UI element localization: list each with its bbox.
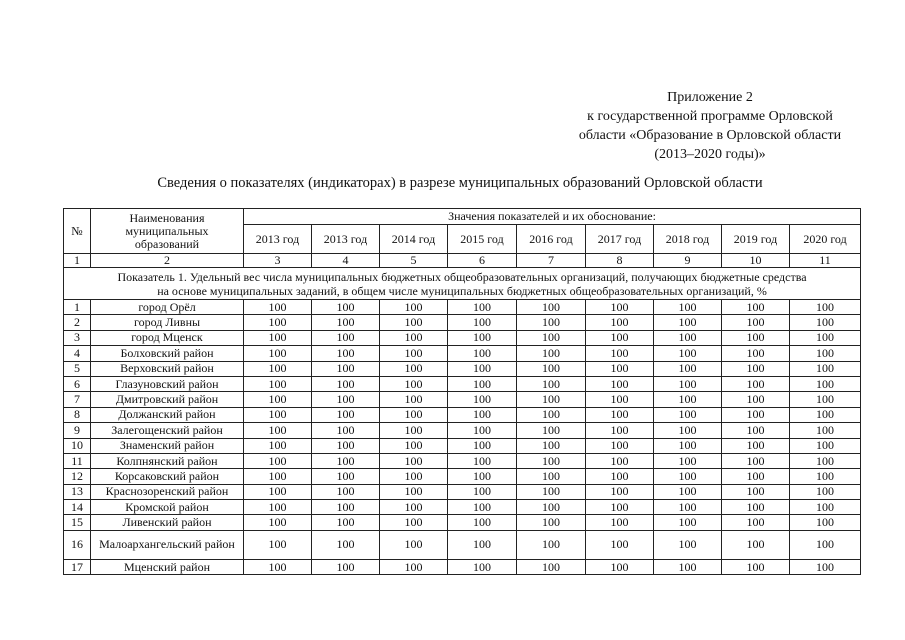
- value-cell: 100: [517, 346, 586, 361]
- header-year: 2015 год: [448, 225, 517, 254]
- value-cell: 100: [790, 438, 861, 453]
- value-cell: 100: [312, 423, 380, 438]
- value-cell: 100: [244, 300, 312, 315]
- value-cell: 100: [448, 438, 517, 453]
- value-cell: 100: [312, 315, 380, 330]
- value-cell: 100: [586, 438, 654, 453]
- municipality-name: Верховский район: [91, 361, 244, 376]
- value-cell: 100: [244, 346, 312, 361]
- row-number: 12: [64, 469, 91, 484]
- value-cell: 100: [722, 392, 790, 407]
- table-row: [64, 438, 861, 453]
- value-cell: 100: [312, 515, 380, 530]
- value-cell: 100: [380, 392, 448, 407]
- value-cell: 100: [244, 453, 312, 468]
- table-row: [64, 407, 861, 422]
- value-cell: 100: [380, 376, 448, 391]
- value-cell: 100: [654, 423, 722, 438]
- value-cell: 100: [722, 515, 790, 530]
- value-cell: 100: [790, 300, 861, 315]
- value-cell: 100: [586, 392, 654, 407]
- value-cell: 100: [244, 438, 312, 453]
- column-numbers-row: [64, 254, 861, 268]
- municipality-name: город Мценск: [91, 330, 244, 345]
- value-cell: 100: [517, 315, 586, 330]
- value-cell: 100: [312, 330, 380, 345]
- value-cell: 100: [517, 423, 586, 438]
- municipality-name: Корсаковский район: [91, 469, 244, 484]
- municipality-name: Ливенский район: [91, 515, 244, 530]
- value-cell: 100: [448, 330, 517, 345]
- column-number: 9: [654, 254, 722, 268]
- municipality-name: Кромской район: [91, 500, 244, 515]
- value-cell: 100: [312, 346, 380, 361]
- table-row: [64, 330, 861, 345]
- value-cell: 100: [586, 346, 654, 361]
- value-cell: 100: [722, 300, 790, 315]
- value-cell: 100: [586, 453, 654, 468]
- value-cell: 100: [790, 453, 861, 468]
- row-number: 8: [64, 407, 91, 422]
- column-number: 11: [790, 254, 861, 268]
- value-cell: 100: [244, 376, 312, 391]
- header-year: 2014 год: [380, 225, 448, 254]
- indicator-line-2: на основе муниципальных заданий, в общем числе муниципальных бюджетных общеобразовательных организаций, %: [157, 283, 767, 298]
- row-number: 1: [64, 300, 91, 315]
- value-cell: 100: [586, 484, 654, 499]
- header-year: 2016 год: [517, 225, 586, 254]
- indicator-title: [64, 268, 861, 300]
- value-cell: 100: [517, 500, 586, 515]
- row-number: 9: [64, 423, 91, 438]
- value-cell: 100: [722, 469, 790, 484]
- value-cell: 100: [244, 500, 312, 515]
- value-cell: 100: [722, 484, 790, 499]
- value-cell: 100: [517, 530, 586, 559]
- row-number: 5: [64, 361, 91, 376]
- value-cell: 100: [380, 300, 448, 315]
- value-cell: 100: [790, 315, 861, 330]
- value-cell: 100: [722, 530, 790, 559]
- value-cell: 100: [448, 361, 517, 376]
- value-cell: 100: [790, 484, 861, 499]
- value-cell: 100: [790, 361, 861, 376]
- value-cell: 100: [790, 423, 861, 438]
- value-cell: 100: [586, 515, 654, 530]
- value-cell: 100: [722, 346, 790, 361]
- table-row: [64, 376, 861, 391]
- value-cell: 100: [586, 500, 654, 515]
- row-number: 11: [64, 453, 91, 468]
- value-cell: 100: [312, 392, 380, 407]
- value-cell: 100: [312, 530, 380, 559]
- value-cell: 100: [380, 484, 448, 499]
- value-cell: 100: [517, 515, 586, 530]
- value-cell: 100: [380, 453, 448, 468]
- value-cell: 100: [448, 469, 517, 484]
- municipality-name: Краснозоренский район: [91, 484, 244, 499]
- value-cell: 100: [790, 346, 861, 361]
- row-number: 6: [64, 376, 91, 391]
- column-number: 4: [312, 254, 380, 268]
- value-cell: 100: [244, 423, 312, 438]
- municipality-name: Знаменский район: [91, 438, 244, 453]
- municipality-name: Дмитровский район: [91, 392, 244, 407]
- value-cell: 100: [654, 469, 722, 484]
- value-cell: 100: [586, 530, 654, 559]
- value-cell: 100: [654, 559, 722, 574]
- value-cell: 100: [654, 361, 722, 376]
- value-cell: 100: [586, 376, 654, 391]
- value-cell: 100: [380, 330, 448, 345]
- value-cell: 100: [790, 500, 861, 515]
- value-cell: 100: [722, 330, 790, 345]
- value-cell: 100: [244, 330, 312, 345]
- value-cell: 100: [654, 484, 722, 499]
- value-cell: 100: [517, 407, 586, 422]
- header-year: 2018 год: [654, 225, 722, 254]
- header-year: 2013 год: [312, 225, 380, 254]
- value-cell: 100: [312, 361, 380, 376]
- value-cell: 100: [517, 559, 586, 574]
- value-cell: 100: [448, 392, 517, 407]
- value-cell: 100: [790, 376, 861, 391]
- value-cell: 100: [790, 330, 861, 345]
- value-cell: 100: [244, 361, 312, 376]
- column-number: 8: [586, 254, 654, 268]
- value-cell: 100: [517, 376, 586, 391]
- value-cell: 100: [722, 453, 790, 468]
- value-cell: 100: [722, 407, 790, 422]
- table-row: [64, 361, 861, 376]
- table-row: [64, 484, 861, 499]
- value-cell: 100: [312, 376, 380, 391]
- header-year: 2017 год: [586, 225, 654, 254]
- value-cell: 100: [448, 484, 517, 499]
- value-cell: 100: [586, 407, 654, 422]
- table-row: [64, 515, 861, 530]
- row-number: 10: [64, 438, 91, 453]
- value-cell: 100: [790, 559, 861, 574]
- header-municipality: Наименования муниципальных образований: [91, 209, 244, 254]
- row-number: 7: [64, 392, 91, 407]
- column-number: 2: [91, 254, 244, 268]
- table-row: [64, 423, 861, 438]
- municipality-name: Малоархангельский район: [91, 530, 244, 559]
- column-number: 6: [448, 254, 517, 268]
- value-cell: 100: [380, 469, 448, 484]
- row-number: 14: [64, 500, 91, 515]
- value-cell: 100: [517, 469, 586, 484]
- value-cell: 100: [380, 438, 448, 453]
- table-row: [64, 500, 861, 515]
- value-cell: 100: [380, 315, 448, 330]
- municipality-name: Болховский район: [91, 346, 244, 361]
- header-values-group: Значения показателей и их обоснование:: [244, 209, 861, 225]
- value-cell: 100: [790, 392, 861, 407]
- value-cell: 100: [380, 530, 448, 559]
- value-cell: 100: [790, 530, 861, 559]
- value-cell: 100: [654, 530, 722, 559]
- value-cell: 100: [517, 330, 586, 345]
- value-cell: 100: [586, 361, 654, 376]
- value-cell: 100: [654, 500, 722, 515]
- value-cell: 100: [586, 315, 654, 330]
- value-cell: 100: [586, 300, 654, 315]
- value-cell: 100: [448, 300, 517, 315]
- value-cell: 100: [654, 346, 722, 361]
- value-cell: 100: [312, 407, 380, 422]
- table-body: [64, 268, 861, 575]
- table-row: [64, 559, 861, 574]
- appendix-line-2: к государственной программе Орловской: [587, 109, 833, 124]
- value-cell: 100: [586, 330, 654, 345]
- appendix-header: [560, 88, 860, 164]
- value-cell: 100: [790, 469, 861, 484]
- column-number: 7: [517, 254, 586, 268]
- municipality-name: Глазуновский район: [91, 376, 244, 391]
- row-number: 15: [64, 515, 91, 530]
- value-cell: 100: [722, 500, 790, 515]
- municipality-name: город Орёл: [91, 300, 244, 315]
- row-number: 2: [64, 315, 91, 330]
- column-number: 1: [64, 254, 91, 268]
- row-number: 4: [64, 346, 91, 361]
- header-year: 2019 год: [722, 225, 790, 254]
- value-cell: 100: [312, 300, 380, 315]
- value-cell: 100: [722, 361, 790, 376]
- value-cell: 100: [380, 346, 448, 361]
- table-row: [64, 530, 861, 559]
- value-cell: 100: [244, 515, 312, 530]
- value-cell: 100: [517, 392, 586, 407]
- value-cell: 100: [312, 559, 380, 574]
- appendix-line-1: Приложение 2: [667, 90, 753, 105]
- value-cell: 100: [312, 469, 380, 484]
- indicator-line-1: Показатель 1. Удельный вес числа муниципальных бюджетных общеобразовательных организаций, получающих бюджетные средства: [117, 269, 807, 284]
- header-year: 2013 год: [244, 225, 312, 254]
- value-cell: 100: [722, 423, 790, 438]
- value-cell: 100: [654, 330, 722, 345]
- value-cell: 100: [448, 559, 517, 574]
- column-number: 3: [244, 254, 312, 268]
- table-row: [64, 453, 861, 468]
- municipality-name: город Ливны: [91, 315, 244, 330]
- value-cell: 100: [517, 484, 586, 499]
- value-cell: 100: [380, 361, 448, 376]
- table-row: [64, 315, 861, 330]
- value-cell: 100: [654, 453, 722, 468]
- header-year: 2020 год: [790, 225, 861, 254]
- value-cell: 100: [244, 469, 312, 484]
- column-number: 5: [380, 254, 448, 268]
- value-cell: 100: [790, 407, 861, 422]
- value-cell: 100: [517, 438, 586, 453]
- value-cell: 100: [380, 515, 448, 530]
- value-cell: 100: [448, 376, 517, 391]
- value-cell: 100: [448, 315, 517, 330]
- municipality-name: Должанский район: [91, 407, 244, 422]
- value-cell: 100: [312, 453, 380, 468]
- column-number: 10: [722, 254, 790, 268]
- value-cell: 100: [654, 438, 722, 453]
- value-cell: 100: [586, 469, 654, 484]
- value-cell: 100: [448, 407, 517, 422]
- value-cell: 100: [448, 515, 517, 530]
- municipality-name: Мценский район: [91, 559, 244, 574]
- value-cell: 100: [654, 300, 722, 315]
- value-cell: 100: [380, 407, 448, 422]
- value-cell: 100: [517, 453, 586, 468]
- value-cell: 100: [722, 559, 790, 574]
- value-cell: 100: [654, 407, 722, 422]
- value-cell: 100: [586, 423, 654, 438]
- value-cell: 100: [722, 315, 790, 330]
- value-cell: 100: [380, 423, 448, 438]
- row-number: 17: [64, 559, 91, 574]
- appendix-line-4: (2013–2020 годы)»: [654, 147, 766, 162]
- value-cell: 100: [380, 559, 448, 574]
- indicators-table: [63, 208, 861, 575]
- row-number: 16: [64, 530, 91, 559]
- municipality-name: Залегощенский район: [91, 423, 244, 438]
- value-cell: 100: [654, 392, 722, 407]
- value-cell: 100: [517, 361, 586, 376]
- value-cell: 100: [448, 500, 517, 515]
- value-cell: 100: [654, 515, 722, 530]
- value-cell: 100: [312, 484, 380, 499]
- appendix-line-3: области «Образование в Орловской области: [578, 128, 842, 143]
- value-cell: 100: [790, 515, 861, 530]
- value-cell: 100: [654, 315, 722, 330]
- value-cell: 100: [380, 500, 448, 515]
- value-cell: 100: [448, 530, 517, 559]
- value-cell: 100: [244, 315, 312, 330]
- row-number: 3: [64, 330, 91, 345]
- document-title: Сведения о показателях (индикаторах) в разрезе муниципальных образований Орловской области: [157, 175, 763, 191]
- header-number: №: [64, 209, 91, 254]
- table-row: [64, 300, 861, 315]
- value-cell: 100: [722, 376, 790, 391]
- value-cell: 100: [244, 484, 312, 499]
- value-cell: 100: [586, 559, 654, 574]
- value-cell: 100: [244, 392, 312, 407]
- value-cell: 100: [722, 438, 790, 453]
- row-number: 13: [64, 484, 91, 499]
- value-cell: 100: [517, 300, 586, 315]
- value-cell: 100: [312, 438, 380, 453]
- table-row: [64, 469, 861, 484]
- value-cell: 100: [448, 346, 517, 361]
- value-cell: 100: [312, 500, 380, 515]
- value-cell: 100: [244, 559, 312, 574]
- value-cell: 100: [244, 530, 312, 559]
- value-cell: 100: [654, 376, 722, 391]
- table-row: [64, 346, 861, 361]
- value-cell: 100: [448, 453, 517, 468]
- value-cell: 100: [244, 407, 312, 422]
- value-cell: 100: [448, 423, 517, 438]
- municipality-name: Колпнянский район: [91, 453, 244, 468]
- table-row: [64, 392, 861, 407]
